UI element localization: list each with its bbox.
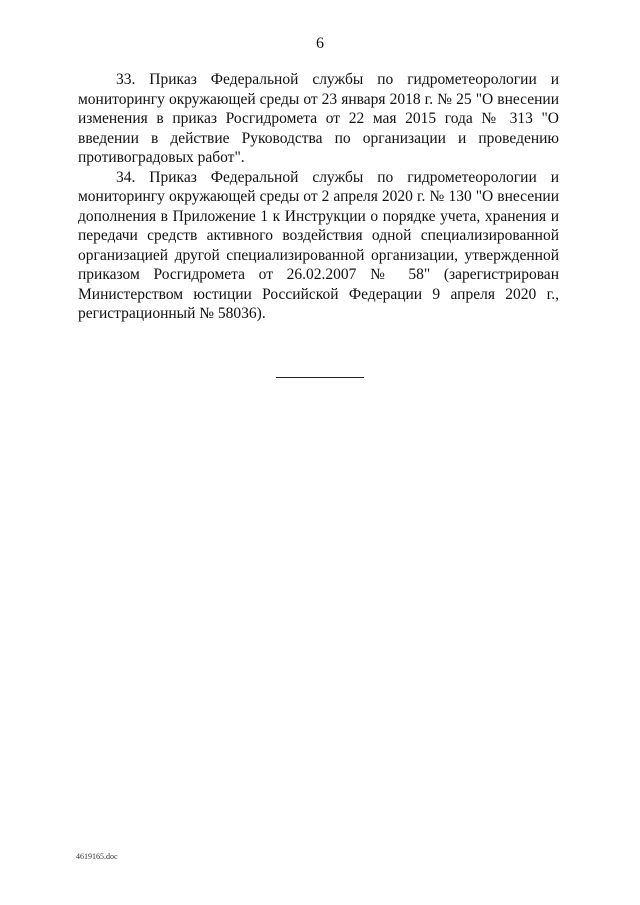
document-file-code: 4619165.doc (76, 852, 118, 861)
list-item-34: 34. Приказ Федеральной службы по гидрометеорологии и мониторингу окружающей среды от 2 апреля 2020 г. № 130 "О внесении дополнения в Приложение 1 к Инструкции о порядке учета, хранения и передачи средств активного воздействия одной специализированной организацией другой специализированной организации, утвержденной приказом Росгидромета от 26.02.2007 № 58" (зарегистрирован Министерством юстиции Российской Федерации 9 апреля 2020 г., регистрационный № 58036). (78, 168, 559, 322)
document-body (78, 70, 559, 324)
list-item-33: 33. Приказ Федеральной службы по гидрометеорологии и мониторингу окружающей среды от 23 января 2018 г. № 25 "О внесении изменения в приказ Росгидромета от 22 мая 2015 года № 313 "О введении в действие Руководства по организации и проведению противоградовых работ". (78, 71, 559, 166)
page-number: 6 (316, 35, 324, 52)
end-of-document-rule (276, 377, 364, 378)
